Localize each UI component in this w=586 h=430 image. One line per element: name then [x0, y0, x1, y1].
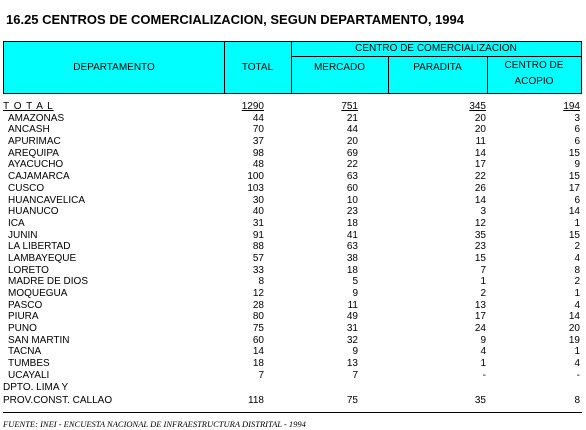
cell-paradita: 11: [475, 136, 486, 148]
cell-total: 40: [252, 206, 264, 218]
cell-total: 100: [247, 171, 264, 183]
table-row: [3, 183, 582, 195]
header-departamento: DEPARTAMENTO: [73, 61, 155, 73]
cell-mercado: 63: [346, 241, 358, 253]
cell-mercado: 60: [346, 182, 358, 194]
cell-total: 14: [252, 346, 264, 358]
cell-paradita: 1: [480, 358, 486, 370]
cell-acopio: 1: [574, 346, 580, 358]
header-centro-group: CENTRO DE COMERCIALIZACION: [355, 43, 517, 54]
table-row: [3, 136, 582, 148]
cell-label: HUANUCO: [8, 206, 59, 218]
total-paradita: 345: [469, 101, 486, 112]
cell-acopio: 4: [574, 299, 580, 311]
cell-acopio: 6: [574, 136, 580, 148]
cell-acopio: 6: [574, 124, 580, 136]
lima-acopio: 8: [574, 395, 580, 407]
table-row-lima: [3, 395, 582, 407]
cell-paradita: 22: [474, 171, 486, 183]
cell-label: AYACUCHO: [8, 159, 64, 171]
table-row: [3, 195, 582, 207]
cell-mercado: 9: [352, 346, 358, 358]
cell-mercado: 31: [346, 323, 358, 335]
cell-paradita: 7: [480, 264, 486, 276]
cell-mercado: 21: [346, 112, 358, 124]
table-row: [3, 218, 582, 230]
cell-total: 31: [252, 217, 264, 229]
cell-label: ICA: [8, 217, 25, 229]
cell-total: 103: [247, 182, 264, 194]
cell-total: 12: [252, 288, 264, 299]
total-row: [3, 101, 582, 113]
cell-paradita: 20: [474, 124, 486, 136]
table-row: [3, 148, 582, 160]
table-row: [3, 265, 582, 277]
total-mercado: 751: [341, 101, 358, 112]
cell-acopio: 3: [574, 112, 580, 124]
cell-mercado: 38: [346, 252, 358, 264]
cell-mercado: 23: [346, 206, 358, 218]
cell-acopio: 1: [574, 288, 580, 299]
cell-total: 70: [252, 124, 264, 136]
cell-acopio: 1: [574, 217, 580, 229]
table-row: [3, 335, 582, 347]
cell-total: 7: [258, 369, 264, 381]
table-row: [3, 311, 582, 323]
cell-total: 8: [258, 276, 264, 288]
cell-label: ANCASH: [8, 124, 50, 136]
lima-paradita: 35: [474, 395, 486, 407]
lima-label-line2: PROV.CONST. CALLAO: [3, 395, 113, 407]
cell-total: 33: [252, 264, 264, 276]
cell-label: AREQUIPA: [8, 147, 59, 159]
table-row: [3, 253, 582, 265]
table-row: [3, 323, 582, 335]
cell-mercado: 22: [346, 159, 358, 171]
table-row: [3, 206, 582, 218]
cell-acopio: 15: [568, 171, 580, 183]
cell-label: LORETO: [8, 264, 49, 276]
cell-paradita: 20: [474, 112, 486, 124]
cell-acopio: 15: [568, 229, 580, 241]
cell-paradita: 2: [480, 288, 486, 299]
cell-label: MADRE DE DIOS: [8, 276, 89, 288]
cell-mercado: 41: [346, 229, 358, 241]
cell-total: 48: [252, 159, 264, 171]
cell-mercado: 13: [346, 358, 358, 370]
cell-label: PIURA: [8, 311, 39, 323]
header-paradita: PARADITA: [413, 62, 462, 73]
cell-total: 44: [252, 112, 264, 124]
cell-label: CAJAMARCA: [8, 171, 70, 183]
cell-acopio: 14: [568, 311, 580, 323]
source-footnote: FUENTE: INEI - ENCUESTA NACIONAL DE INFRAESTRUCTURA DISTRITAL - 1994: [3, 419, 306, 429]
cell-paradita: 9: [480, 334, 486, 346]
total-acopio: 194: [563, 101, 580, 112]
cell-mercado: 11: [347, 299, 358, 311]
cell-label: TACNA: [8, 346, 42, 358]
cell-paradita: 3: [480, 206, 486, 218]
cell-total: 57: [252, 252, 264, 264]
table-row: [3, 171, 582, 183]
cell-label: MOQUEGUA: [8, 288, 68, 299]
cell-paradita: 1: [480, 276, 486, 288]
table-row: [3, 113, 582, 125]
cell-paradita: 17: [474, 159, 486, 171]
cell-label: PUNO: [8, 323, 37, 335]
cell-mercado: 7: [352, 369, 358, 381]
cell-label: SAN MARTIN: [8, 334, 70, 346]
cell-paradita: 13: [474, 299, 486, 311]
cell-total: 60: [252, 334, 264, 346]
cell-total: 37: [252, 136, 264, 148]
cell-mercado: 20: [346, 136, 358, 148]
cell-total: 30: [252, 194, 264, 206]
total-label: T O T A L: [3, 101, 54, 112]
cell-label: TUMBES: [8, 358, 50, 370]
cell-paradita: 14: [474, 194, 486, 206]
cell-acopio: 9: [574, 159, 580, 171]
header-centro-acopio: [487, 56, 581, 93]
table-row: [3, 288, 582, 300]
cell-label: AMAZONAS: [8, 112, 65, 124]
cell-paradita: 15: [474, 252, 486, 264]
cell-mercado: 44: [346, 124, 358, 136]
total-total: 1290: [241, 101, 264, 112]
cell-acopio: 19: [568, 334, 580, 346]
cell-mercado: 9: [352, 288, 358, 299]
cell-mercado: 32: [346, 334, 358, 346]
cell-label: LA LIBERTAD: [8, 241, 71, 253]
header-mercado: MERCADO: [313, 62, 366, 73]
cell-total: 18: [252, 358, 264, 370]
table-row: [3, 241, 582, 253]
cell-paradita: 4: [480, 346, 486, 358]
cell-label: PASCO: [8, 299, 43, 311]
table-row: [3, 370, 582, 382]
cell-mercado: 10: [346, 194, 358, 206]
cell-acopio: -: [576, 369, 580, 381]
cell-mercado: 18: [346, 217, 358, 229]
cell-total: 75: [252, 323, 264, 335]
cell-mercado: 5: [352, 276, 358, 288]
table-row: [3, 230, 582, 242]
table-title: 16.25 CENTROS DE COMERCIALIZACION, SEGUN DEPARTAMENTO, 1994: [6, 12, 464, 27]
cell-total: 98: [252, 147, 264, 159]
header-total: TOTAL: [241, 61, 274, 73]
cell-mercado: 69: [346, 147, 358, 159]
cell-label: UCAYALI: [8, 369, 50, 381]
cell-mercado: 63: [346, 171, 358, 183]
cell-acopio: 8: [574, 264, 580, 276]
table-bottom-rule: [3, 412, 582, 413]
cell-acopio: 6: [574, 194, 580, 206]
cell-acopio: 4: [574, 358, 580, 370]
lima-mercado: 75: [346, 395, 358, 407]
table-row: [3, 346, 582, 358]
table-row: [3, 300, 582, 312]
cell-total: 88: [252, 241, 264, 253]
cell-mercado: 18: [346, 264, 358, 276]
cell-mercado: 49: [346, 311, 358, 323]
cell-acopio: 17: [568, 182, 580, 194]
cell-paradita: 14: [474, 147, 486, 159]
cell-acopio: 14: [568, 206, 580, 218]
table-row-lima-label: [3, 382, 582, 394]
cell-paradita: 26: [474, 182, 486, 194]
cell-paradita: 35: [474, 229, 486, 241]
cell-paradita: 23: [474, 241, 486, 253]
lima-label-line1: DPTO. LIMA Y: [3, 381, 69, 393]
table-row: [3, 159, 582, 171]
header-acopio-line2: ACOPIO: [514, 76, 554, 87]
cell-paradita: -: [482, 369, 486, 381]
table-row: [3, 276, 582, 288]
cell-paradita: 17: [474, 311, 486, 323]
table-row: [3, 358, 582, 370]
cell-acopio: 2: [574, 241, 580, 253]
cell-acopio: 20: [568, 323, 580, 335]
cell-paradita: 12: [474, 217, 486, 229]
cell-label: LAMBAYEQUE: [8, 252, 77, 264]
cell-total: 80: [252, 311, 264, 323]
cell-label: CUSCO: [8, 182, 45, 194]
lima-total: 118: [248, 395, 264, 407]
cell-label: HUANCAVELICA: [8, 194, 86, 206]
table-header: [3, 41, 582, 94]
cell-total: 91: [252, 229, 264, 241]
table-row: [3, 124, 582, 136]
cell-acopio: 15: [568, 147, 580, 159]
cell-acopio: 2: [574, 276, 580, 288]
cell-label: APURIMAC: [8, 136, 61, 148]
cell-acopio: 4: [574, 252, 580, 264]
table-body: [3, 101, 582, 407]
cell-total: 28: [252, 299, 264, 311]
cell-paradita: 24: [474, 323, 486, 335]
cell-label: JUNIN: [8, 229, 38, 241]
header-acopio-line1: CENTRO DE: [504, 60, 564, 71]
